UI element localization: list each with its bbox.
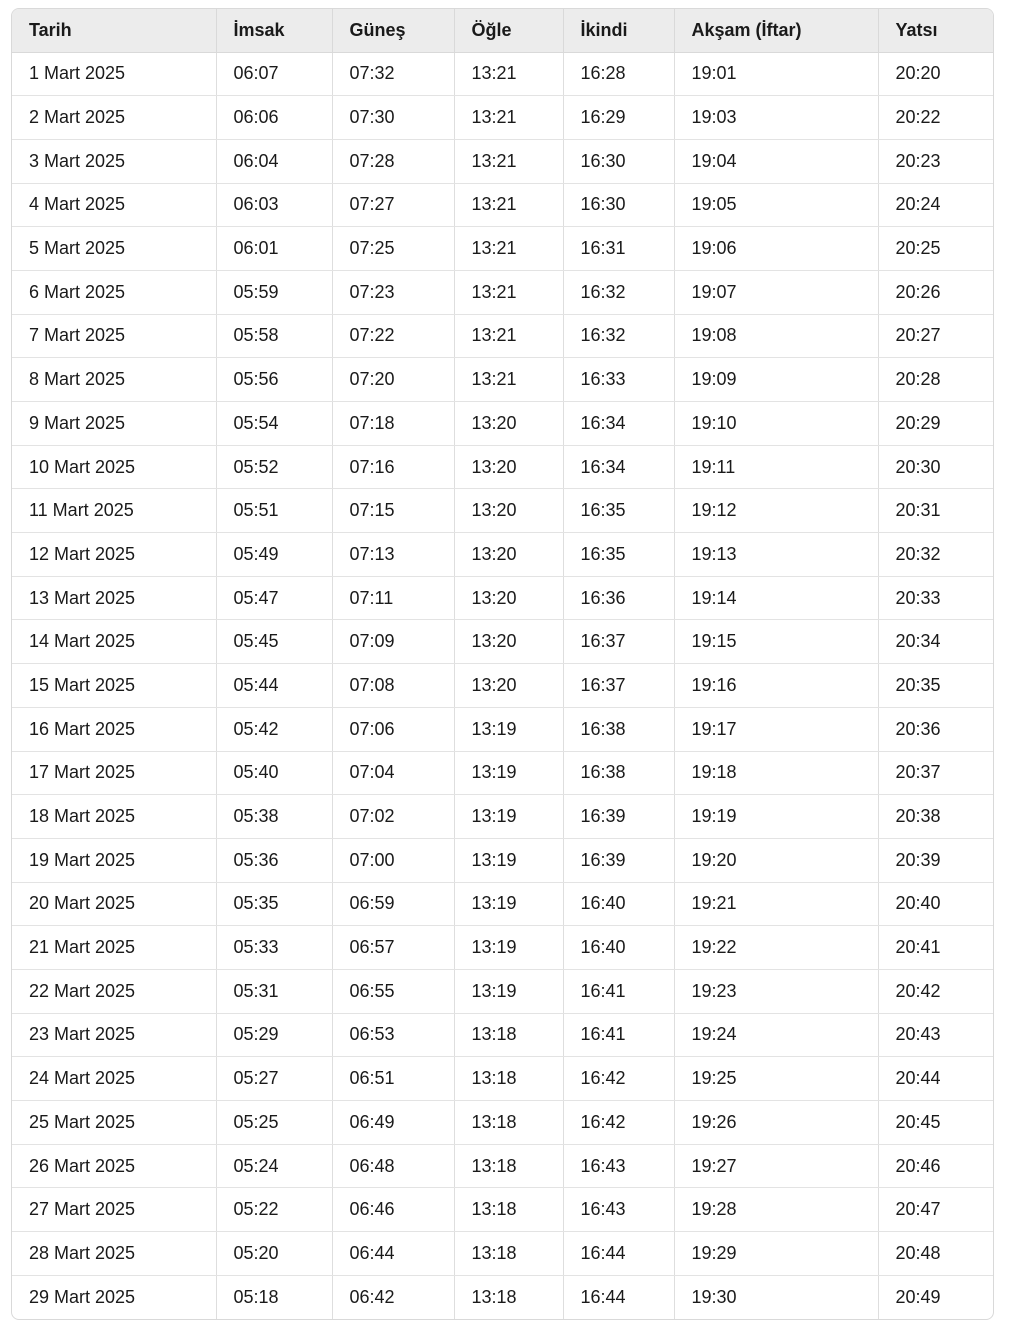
table-row [12, 139, 993, 183]
cell-yatsi: 20:29 [878, 402, 993, 446]
table-row [12, 183, 993, 227]
cell-aksam: 19:25 [674, 1057, 878, 1101]
cell-imsak: 05:44 [216, 664, 332, 708]
cell-gunes: 07:30 [332, 96, 454, 140]
cell-date: 21 Mart 2025 [12, 926, 216, 970]
cell-gunes: 07:08 [332, 664, 454, 708]
table-header [12, 9, 993, 52]
cell-yatsi: 20:27 [878, 314, 993, 358]
table-row [12, 1232, 993, 1276]
cell-gunes: 07:02 [332, 795, 454, 839]
table-row [12, 489, 993, 533]
cell-imsak: 05:18 [216, 1275, 332, 1319]
cell-aksam: 19:15 [674, 620, 878, 664]
cell-ogle: 13:21 [454, 52, 563, 96]
cell-aksam: 19:21 [674, 882, 878, 926]
column-header-aksam: Akşam (İftar) [674, 9, 878, 52]
cell-date: 24 Mart 2025 [12, 1057, 216, 1101]
cell-ogle: 13:20 [454, 576, 563, 620]
cell-aksam: 19:12 [674, 489, 878, 533]
cell-ikindi: 16:28 [563, 52, 674, 96]
cell-ikindi: 16:30 [563, 139, 674, 183]
cell-gunes: 07:11 [332, 576, 454, 620]
cell-aksam: 19:04 [674, 139, 878, 183]
cell-yatsi: 20:47 [878, 1188, 993, 1232]
cell-gunes: 06:42 [332, 1275, 454, 1319]
cell-aksam: 19:17 [674, 707, 878, 751]
table-row [12, 227, 993, 271]
cell-imsak: 05:59 [216, 270, 332, 314]
cell-ogle: 13:19 [454, 969, 563, 1013]
cell-imsak: 05:47 [216, 576, 332, 620]
cell-gunes: 07:13 [332, 533, 454, 577]
cell-date: 1 Mart 2025 [12, 52, 216, 96]
cell-date: 23 Mart 2025 [12, 1013, 216, 1057]
cell-gunes: 07:15 [332, 489, 454, 533]
cell-date: 2 Mart 2025 [12, 96, 216, 140]
cell-yatsi: 20:32 [878, 533, 993, 577]
table-body [12, 52, 993, 1319]
cell-aksam: 19:06 [674, 227, 878, 271]
cell-ogle: 13:21 [454, 227, 563, 271]
cell-yatsi: 20:26 [878, 270, 993, 314]
cell-date: 11 Mart 2025 [12, 489, 216, 533]
cell-imsak: 05:22 [216, 1188, 332, 1232]
cell-aksam: 19:27 [674, 1144, 878, 1188]
cell-yatsi: 20:48 [878, 1232, 993, 1276]
cell-gunes: 06:48 [332, 1144, 454, 1188]
cell-gunes: 07:04 [332, 751, 454, 795]
cell-gunes: 06:49 [332, 1101, 454, 1145]
cell-ikindi: 16:41 [563, 969, 674, 1013]
cell-yatsi: 20:31 [878, 489, 993, 533]
cell-aksam: 19:05 [674, 183, 878, 227]
cell-ogle: 13:18 [454, 1232, 563, 1276]
cell-ikindi: 16:37 [563, 664, 674, 708]
cell-yatsi: 20:46 [878, 1144, 993, 1188]
cell-aksam: 19:08 [674, 314, 878, 358]
cell-ikindi: 16:30 [563, 183, 674, 227]
cell-yatsi: 20:41 [878, 926, 993, 970]
prayer-times-table-container [11, 8, 994, 1320]
cell-gunes: 06:44 [332, 1232, 454, 1276]
table-row [12, 1144, 993, 1188]
cell-ikindi: 16:34 [563, 445, 674, 489]
cell-aksam: 19:09 [674, 358, 878, 402]
cell-yatsi: 20:39 [878, 838, 993, 882]
cell-imsak: 06:04 [216, 139, 332, 183]
cell-aksam: 19:22 [674, 926, 878, 970]
cell-gunes: 07:28 [332, 139, 454, 183]
cell-ogle: 13:18 [454, 1013, 563, 1057]
cell-yatsi: 20:23 [878, 139, 993, 183]
cell-imsak: 05:40 [216, 751, 332, 795]
cell-imsak: 06:06 [216, 96, 332, 140]
cell-ogle: 13:21 [454, 358, 563, 402]
cell-gunes: 06:57 [332, 926, 454, 970]
cell-date: 3 Mart 2025 [12, 139, 216, 183]
table-row [12, 620, 993, 664]
cell-date: 29 Mart 2025 [12, 1275, 216, 1319]
column-header-gunes: Güneş [332, 9, 454, 52]
cell-aksam: 19:19 [674, 795, 878, 839]
cell-imsak: 05:27 [216, 1057, 332, 1101]
cell-ogle: 13:20 [454, 402, 563, 446]
cell-date: 9 Mart 2025 [12, 402, 216, 446]
column-header-ikindi: İkindi [563, 9, 674, 52]
cell-imsak: 05:36 [216, 838, 332, 882]
cell-date: 6 Mart 2025 [12, 270, 216, 314]
cell-ikindi: 16:38 [563, 751, 674, 795]
table-row [12, 445, 993, 489]
cell-date: 19 Mart 2025 [12, 838, 216, 882]
cell-imsak: 05:58 [216, 314, 332, 358]
cell-aksam: 19:24 [674, 1013, 878, 1057]
cell-date: 15 Mart 2025 [12, 664, 216, 708]
cell-ogle: 13:18 [454, 1101, 563, 1145]
cell-ikindi: 16:42 [563, 1101, 674, 1145]
cell-date: 14 Mart 2025 [12, 620, 216, 664]
cell-gunes: 07:20 [332, 358, 454, 402]
cell-aksam: 19:18 [674, 751, 878, 795]
cell-aksam: 19:11 [674, 445, 878, 489]
table-row [12, 314, 993, 358]
cell-aksam: 19:28 [674, 1188, 878, 1232]
cell-aksam: 19:13 [674, 533, 878, 577]
cell-imsak: 05:33 [216, 926, 332, 970]
cell-yatsi: 20:43 [878, 1013, 993, 1057]
cell-yatsi: 20:36 [878, 707, 993, 751]
cell-yatsi: 20:35 [878, 664, 993, 708]
cell-imsak: 05:25 [216, 1101, 332, 1145]
cell-ogle: 13:20 [454, 620, 563, 664]
cell-ogle: 13:19 [454, 795, 563, 839]
cell-gunes: 07:16 [332, 445, 454, 489]
cell-ogle: 13:21 [454, 96, 563, 140]
cell-yatsi: 20:45 [878, 1101, 993, 1145]
cell-imsak: 06:01 [216, 227, 332, 271]
table-row [12, 751, 993, 795]
cell-gunes: 07:27 [332, 183, 454, 227]
cell-yatsi: 20:20 [878, 52, 993, 96]
cell-ikindi: 16:40 [563, 882, 674, 926]
cell-imsak: 05:42 [216, 707, 332, 751]
cell-imsak: 05:56 [216, 358, 332, 402]
cell-imsak: 05:49 [216, 533, 332, 577]
cell-aksam: 19:16 [674, 664, 878, 708]
cell-ikindi: 16:42 [563, 1057, 674, 1101]
cell-date: 17 Mart 2025 [12, 751, 216, 795]
cell-ikindi: 16:35 [563, 533, 674, 577]
cell-yatsi: 20:34 [878, 620, 993, 664]
cell-ikindi: 16:37 [563, 620, 674, 664]
cell-gunes: 07:25 [332, 227, 454, 271]
cell-gunes: 06:59 [332, 882, 454, 926]
table-row [12, 664, 993, 708]
cell-date: 28 Mart 2025 [12, 1232, 216, 1276]
cell-imsak: 05:45 [216, 620, 332, 664]
cell-date: 18 Mart 2025 [12, 795, 216, 839]
cell-ogle: 13:19 [454, 751, 563, 795]
table-row [12, 969, 993, 1013]
table-row [12, 533, 993, 577]
cell-ikindi: 16:41 [563, 1013, 674, 1057]
cell-gunes: 06:46 [332, 1188, 454, 1232]
cell-date: 20 Mart 2025 [12, 882, 216, 926]
cell-ikindi: 16:44 [563, 1232, 674, 1276]
cell-gunes: 07:00 [332, 838, 454, 882]
table-row [12, 1057, 993, 1101]
column-header-imsak: İmsak [216, 9, 332, 52]
cell-aksam: 19:26 [674, 1101, 878, 1145]
cell-ogle: 13:18 [454, 1188, 563, 1232]
cell-ikindi: 16:31 [563, 227, 674, 271]
cell-yatsi: 20:38 [878, 795, 993, 839]
table-row [12, 1013, 993, 1057]
cell-ikindi: 16:35 [563, 489, 674, 533]
cell-aksam: 19:03 [674, 96, 878, 140]
cell-ikindi: 16:40 [563, 926, 674, 970]
cell-ogle: 13:19 [454, 838, 563, 882]
cell-imsak: 06:03 [216, 183, 332, 227]
cell-imsak: 05:35 [216, 882, 332, 926]
cell-ogle: 13:19 [454, 707, 563, 751]
cell-aksam: 19:14 [674, 576, 878, 620]
cell-date: 10 Mart 2025 [12, 445, 216, 489]
cell-imsak: 05:51 [216, 489, 332, 533]
cell-yatsi: 20:22 [878, 96, 993, 140]
cell-yatsi: 20:40 [878, 882, 993, 926]
cell-imsak: 05:24 [216, 1144, 332, 1188]
cell-ikindi: 16:29 [563, 96, 674, 140]
cell-gunes: 07:32 [332, 52, 454, 96]
table-row [12, 1188, 993, 1232]
cell-aksam: 19:20 [674, 838, 878, 882]
cell-ogle: 13:21 [454, 183, 563, 227]
cell-ogle: 13:20 [454, 489, 563, 533]
cell-yatsi: 20:24 [878, 183, 993, 227]
cell-gunes: 06:55 [332, 969, 454, 1013]
cell-yatsi: 20:33 [878, 576, 993, 620]
table-row [12, 96, 993, 140]
cell-ikindi: 16:36 [563, 576, 674, 620]
cell-ogle: 13:20 [454, 664, 563, 708]
cell-aksam: 19:23 [674, 969, 878, 1013]
prayer-times-table [12, 9, 993, 1319]
cell-date: 4 Mart 2025 [12, 183, 216, 227]
cell-yatsi: 20:49 [895, 1286, 941, 1307]
cell-gunes: 07:06 [332, 707, 454, 751]
cell-date: 22 Mart 2025 [12, 969, 216, 1013]
cell-ogle: 13:21 [454, 314, 563, 358]
cell-date: 13 Mart 2025 [12, 576, 216, 620]
cell-imsak: 06:07 [216, 52, 332, 96]
cell-gunes: 06:51 [332, 1057, 454, 1101]
column-header-ogle: Öğle [454, 9, 563, 52]
table-row [12, 1275, 993, 1319]
cell-ogle: 13:21 [454, 139, 563, 183]
cell-ikindi: 16:34 [563, 402, 674, 446]
column-header-date: Tarih [12, 9, 216, 52]
table-row [12, 707, 993, 751]
cell-aksam: 19:07 [674, 270, 878, 314]
cell-gunes: 07:22 [332, 314, 454, 358]
cell-ikindi: 16:33 [563, 358, 674, 402]
table-row [12, 270, 993, 314]
cell-date: 5 Mart 2025 [12, 227, 216, 271]
cell-ikindi: 16:38 [563, 707, 674, 751]
cell-yatsi: 20:28 [878, 358, 993, 402]
cell-ogle: 13:20 [454, 533, 563, 577]
cell-date: 8 Mart 2025 [12, 358, 216, 402]
cell-date: 25 Mart 2025 [12, 1101, 216, 1145]
cell-ogle: 13:18 [454, 1275, 563, 1319]
cell-yatsi: 20:25 [878, 227, 993, 271]
cell-ogle: 13:19 [454, 882, 563, 926]
cell-imsak: 05:52 [216, 445, 332, 489]
cell-date: 16 Mart 2025 [12, 707, 216, 751]
table-row [12, 882, 993, 926]
table-row [12, 838, 993, 882]
header-row [12, 9, 993, 52]
cell-aksam: 19:29 [674, 1232, 878, 1276]
cell-gunes: 07:18 [332, 402, 454, 446]
cell-imsak: 05:31 [216, 969, 332, 1013]
cell-date: 26 Mart 2025 [12, 1144, 216, 1188]
cell-gunes: 06:53 [332, 1013, 454, 1057]
cell-date: 12 Mart 2025 [12, 533, 216, 577]
cell-aksam: 19:10 [674, 402, 878, 446]
cell-imsak: 05:20 [216, 1232, 332, 1276]
cell-ikindi: 16:32 [563, 270, 674, 314]
table-row [12, 358, 993, 402]
cell-ogle: 13:18 [454, 1144, 563, 1188]
cell-ogle: 13:18 [454, 1057, 563, 1101]
cell-yatsi: 20:30 [878, 445, 993, 489]
cell-aksam: 19:01 [674, 52, 878, 96]
cell-imsak: 05:29 [216, 1013, 332, 1057]
cell-aksam: 19:30 [674, 1275, 878, 1319]
cell-yatsi: 20:37 [878, 751, 993, 795]
cell-ikindi: 16:39 [563, 795, 674, 839]
cell-ogle: 13:21 [454, 270, 563, 314]
table-row [12, 795, 993, 839]
table-row [12, 402, 993, 446]
cell-yatsi: 20:44 [878, 1057, 993, 1101]
cell-date: 7 Mart 2025 [12, 314, 216, 358]
cell-yatsi: 20:42 [878, 969, 993, 1013]
cell-gunes: 07:09 [332, 620, 454, 664]
cell-ogle: 13:19 [454, 926, 563, 970]
table-row [12, 926, 993, 970]
cell-imsak: 05:54 [216, 402, 332, 446]
cell-ikindi: 16:39 [563, 838, 674, 882]
cell-date: 27 Mart 2025 [12, 1188, 216, 1232]
cell-ikindi: 16:43 [563, 1188, 674, 1232]
cell-ogle: 13:20 [454, 445, 563, 489]
cell-ikindi: 16:32 [563, 314, 674, 358]
column-header-yatsi: Yatsı [878, 9, 993, 52]
table-row [12, 576, 993, 620]
cell-ikindi: 16:44 [563, 1275, 674, 1319]
cell-imsak: 05:38 [216, 795, 332, 839]
cell-ikindi: 16:43 [563, 1144, 674, 1188]
table-row [12, 1101, 993, 1145]
cell-gunes: 07:23 [332, 270, 454, 314]
table-row [12, 52, 993, 96]
